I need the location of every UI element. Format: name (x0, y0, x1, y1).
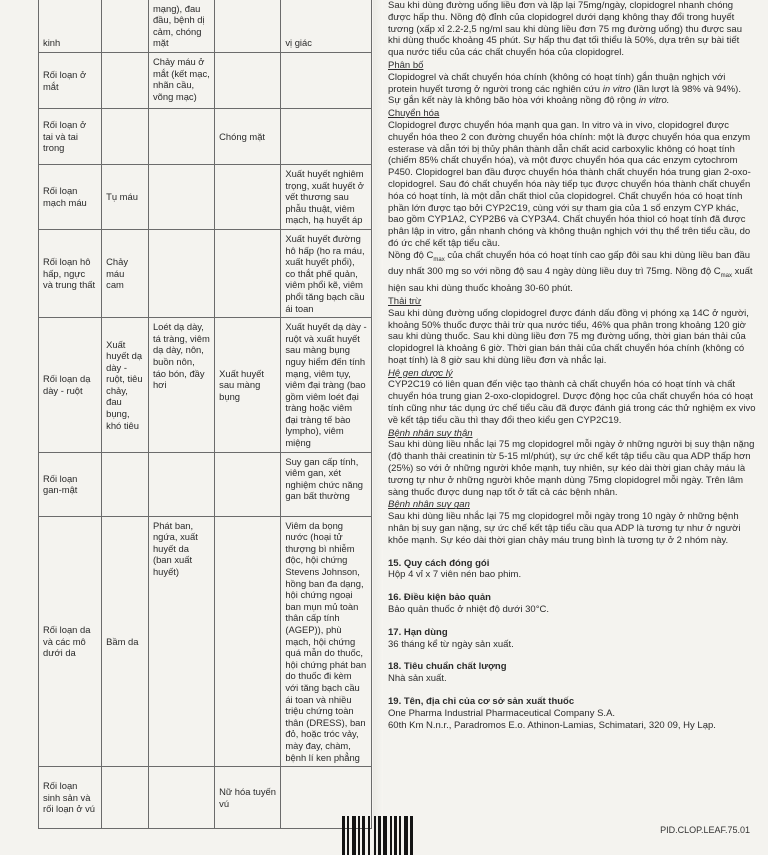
table-cell-freq2: mạng), đau đầu, bệnh dị cảm, chóng mặt (148, 0, 214, 53)
section-17-text: 36 tháng kể từ ngày sản xuất. (388, 638, 514, 650)
manufacturer-name: One Pharma Industrial Pharmaceutical Company S.A. (388, 707, 616, 719)
table-row (39, 767, 372, 829)
table-row (39, 53, 372, 109)
section-16-text: Bảo quản thuốc ở nhiệt độ dưới 30°C. (388, 604, 549, 616)
barcode-bar (413, 816, 415, 855)
table-cell-freq3 (215, 165, 281, 230)
table-row (39, 516, 372, 766)
table-cell-freq2: Loét dạ dày, tá tràng, viêm dạ dày, nôn, buồn nôn, táo bón, đầy hơi (148, 318, 214, 453)
table-cell-freq4 (281, 109, 372, 165)
table-cell-organ: Rối loạn ở mắt (39, 53, 102, 109)
table-cell-freq1 (102, 452, 149, 516)
table-cell-freq4: Suy gan cấp tính, viêm gan, xét nghiệm chức năng gan bất thường (281, 452, 372, 516)
elimination-text: Sau khi dùng đường uống clopidogrel được đánh dấu đồng vị phóng xạ 14C ở người, khoảng 50% thuốc được thải trừ qua nước tiểu, 46% qua phân trong khoảng 120 giờ sau khi dùng thuốc. Sau khi dùng liều đơn 75 mg đường uống, thời gian bán thải của clopidogrel là khoảng 6 giờ. Thời gian bán thải của chất chuyển hóa chính (không có hoạt tính) là 8 giờ sau khi dùng liều đơn và nhắc lại. (388, 307, 749, 366)
table-cell-organ: Rối loạn ở tai và tai trong (39, 109, 102, 165)
distribution-heading: Phân bố (388, 59, 424, 71)
absorption-text: Sau khi dùng đường uống liều đơn và lặp lại 75mg/ngày, clopidogrel nhanh chóng được hấp thu. Nồng độ đỉnh của clopidogrel dưới dạng không thay đổi trong huyết tương (xấp xỉ 2.2-2,5 ng/ml sau khi dùng liều đơn 75 mg đường uống) thu được sau khi dùng thuốc khoảng 45 phút. Sự hấp thu đạt tối thiểu là 50%, dựa trên sự bài tiết qua nước tiểu của các chất chuyển hóa của clopidogrel. (388, 0, 743, 59)
table-cell-freq3 (215, 452, 281, 516)
table-cell-freq4: Xuất huyết dạ dày - ruột và xuất huyết sau màng bụng nguy hiểm đến tính mạng, viêm tụy, viêm đại tràng (bao gồm viêm loét đại tràng hoặc viêm đại tràng tế bào lympho), viêm miệng (281, 318, 372, 453)
section-18-text: Nhà sản xuất. (388, 673, 447, 685)
table-cell-organ: Rối loạn gan-mật (39, 452, 102, 516)
table-row (39, 165, 372, 230)
table-cell-freq3: Chóng mặt (215, 109, 281, 165)
table-cell-freq4: Viêm da bọng nước (hoại tử thượng bì nhiễm độc, hội chứng Stevens Johnson, hồng ban đa dạng, hội chứng ngoại ban mụn mủ toàn thân cấp tính (AGEP)), phù mạch, hội chứng quá mẫn do thuốc, hội chứng phát ban do thuốc đi kèm với tăng bạch cầu ái toan và nhiều triệu chứng toàn thân (DRESS), ban đỏ, hoặc tróc vảy, mày đay, chàm, bệnh lí ken phẳng (281, 516, 372, 766)
table-cell-freq1: Xuất huyết dạ dày - ruột, tiêu chảy, đau bụng, khó tiêu (102, 318, 149, 453)
leaflet-code: PID.CLOP.LEAF.75.01 (660, 825, 750, 835)
section-17-heading: 17. Hạn dùng (388, 626, 448, 638)
pharmacogenomics-heading: Hệ gen dược lý (388, 367, 453, 379)
table-cell-organ: kinh (39, 0, 102, 53)
table-cell-freq3 (215, 0, 281, 53)
adverse-effects-body (39, 0, 372, 829)
distribution-text: Clopidogrel và chất chuyển hóa chính (không có hoạt tính) gắn thuận nghịch với protein huyết tương ở người trong các nghiên cứu in vitro (lần lượt là 98% và 94%). Sự gắn kết này là không bão hòa với khoảng nồng độ rộng in vitro. (388, 71, 741, 107)
section-15-text: Hộp 4 vỉ x 7 viên nén bao phim. (388, 569, 522, 581)
table-cell-freq3 (215, 516, 281, 766)
page-fold (373, 0, 383, 855)
manufacturer-address: 60th Km N.n.r., Paradromos E.o. Athinon-Lamias, Schimatari, 320 09, Hy Lạp. (388, 719, 716, 731)
section-19-heading: 19. Tên, địa chỉ của cơ sở sản xuất thuốc (388, 696, 575, 708)
table-cell-freq1: Tụ máu (102, 165, 149, 230)
table-cell-freq2 (148, 165, 214, 230)
metabolism-text: Clopidogrel được chuyển hóa mạnh qua gan. In vitro và in vivo, clopidogrel được chuyển hóa theo 2 con đường chuyển hóa chính: một là được chuyển hóa qua enzym esterase và dẫn tới bị thủy phân thành dẫn chất acid carboxylic không có hoạt tính (chiếm 85% chất chuyển hóa), và một được chuyển hóa qua các enzym cytochrom P450. Clopidogrel ban đầu được chuyển hóa thành chất chuyển hóa trung gian 2-oxo-clopidogrel. Sau đó chất chuyển hóa này tiếp tục được chuyển hóa thành chất chuyển hóa có hoạt tính, là một dẫn chất thiol của clopidogrel. Chất chuyển hóa có hoạt tính phần lớn được tạo bởi CYP2C19, cùng với sự tham gia của 1 số enzym CYP khác, bao gồm CYP1A2, CYP2B6 và CYP3A4. Chất chuyển hóa thiol có hoạt tính đã được phân lập in vitro, gắn nhanh chóng và không thuận nghịch với thụ thể trên tiểu cầu, do đó ức chế kết tập tiểu cầu. (388, 119, 751, 249)
table-row (39, 0, 372, 53)
right-column (388, 0, 756, 731)
table-cell-freq3: Xuất huyết sau màng bụng (215, 318, 281, 453)
cmax-text: Nồng độ $C_{max}$ của chất chuyển hóa có hoạt tính cao gấp đôi sau khi dùng liều ban đầu duy nhất 300 mg so với nồng độ sau 4 ngày dùng liều duy trì 75mg. Nồng độ $C_{max}$ xuất hiện sau khi dùng thuốc khoảng 30-60 phút. (388, 249, 753, 295)
adverse-effects-table (38, 0, 372, 829)
table-cell-freq4: Xuất huyết đường hô hấp (ho ra máu, xuất huyết phổi), co thắt phế quản, viêm phổi kẽ, viêm phổi tăng bạch cầu ái toan (281, 229, 372, 317)
renal-text: Sau khi dùng liều nhắc lại 75 mg clopidogrel mỗi ngày ở những người bị suy thận nặng (độ thanh thải creatinin từ 5-15 ml/phút), sự ức chế kết tập tiểu cầu qua ADP thấp hơn (25%) so với ở những người khỏe mạnh, tuy nhiên, sự kéo dài thời gian chảy máu là tương tự như ở những người khỏe mạnh dùng 75mg clopidogrel mỗi ngày. Trên lâm sàng thuốc được dung nạp tốt ở tất cả các bệnh nhân. (388, 439, 755, 498)
table-cell-freq2 (148, 767, 214, 829)
renal-heading: Bệnh nhân suy thận (388, 427, 473, 439)
table-cell-freq1: Bầm da (102, 516, 149, 766)
pharmacogenomics-text: CYP2C19 có liên quan đến việc tạo thành cả chất chuyển hóa có hoạt tính và chất chuyển hóa trung gian 2-oxo-clopidogrel. Dược động học của chất chuyển hóa có hoạt tính cũng như tác dụng ức chế tiểu cầu đã được đánh giá trong các thử nghiệm ex vivo về kết tập tiểu cầu thì thay đổi theo kiểu gen CYP2C19. (388, 379, 756, 426)
table-cell-organ: Rối loạn sinh sản và rối loạn ở vú (39, 767, 102, 829)
table-cell-organ: Rối loạn hô hấp, ngực và trung thất (39, 229, 102, 317)
metabolism-heading: Chuyển hóa (388, 108, 440, 120)
table-cell-freq3 (215, 229, 281, 317)
table-cell-freq2 (148, 109, 214, 165)
table-cell-freq1 (102, 0, 149, 53)
hepatic-heading: Bệnh nhân suy gan (388, 499, 470, 511)
table-cell-freq2 (148, 229, 214, 317)
table-row (39, 229, 372, 317)
table-cell-freq1 (102, 53, 149, 109)
section-16-heading: 16. Điều kiện bảo quản (388, 592, 491, 604)
table-cell-freq3: Nữ hóa tuyến vú (215, 767, 281, 829)
section-18-heading: 18. Tiêu chuẩn chất lượng (388, 661, 507, 673)
table-cell-freq4: Xuất huyết nghiêm trọng, xuất huyết ở vết thương sau phẫu thuật, viêm mạch, hạ huyết áp (281, 165, 372, 230)
table-row (39, 318, 372, 453)
table-cell-freq1: Chảy máu cam (102, 229, 149, 317)
table-cell-freq2: Phát ban, ngứa, xuất huyết da (ban xuất huyết) (148, 516, 214, 766)
table-cell-freq4 (281, 53, 372, 109)
barcode-graphic (342, 816, 438, 855)
table-cell-organ: Rối loạn da và các mô dưới da (39, 516, 102, 766)
table-row (39, 452, 372, 516)
table-cell-freq1 (102, 767, 149, 829)
table-cell-freq4: vị giác (281, 0, 372, 53)
table-cell-organ: Rối loạn mạch máu (39, 165, 102, 230)
section-15-heading: 15. Quy cách đóng gói (388, 557, 490, 569)
table-cell-organ: Rối loạn dạ dày - ruột (39, 318, 102, 453)
table-cell-freq3 (215, 53, 281, 109)
table-row (39, 109, 372, 165)
hepatic-text: Sau khi dùng liều nhắc lại 75 mg clopidogrel mỗi ngày trong 10 ngày ở những bệnh nhân bị suy gan nặng, sự ức chế kết tập tiểu cầu qua ADP là tương tự như ở người khỏe mạnh. Sự kéo dài thời gian chảy máu trung bình là tương tự ở 2 nhóm này. (388, 511, 741, 546)
table-cell-freq2 (148, 452, 214, 516)
table-cell-freq2: Chảy máu ở mắt (kết mạc, nhãn cầu, võng mạc) (148, 53, 214, 109)
elimination-heading: Thải trừ (388, 295, 422, 307)
table-cell-freq1 (102, 109, 149, 165)
